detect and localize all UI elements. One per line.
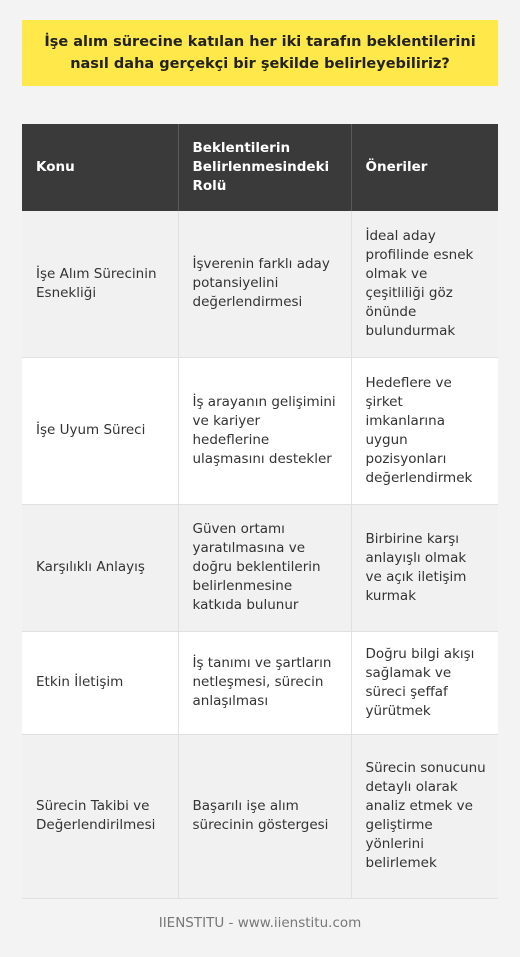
header-suggestions: Öneriler bbox=[351, 124, 498, 211]
table-row bbox=[22, 734, 498, 898]
expectations-table bbox=[22, 124, 498, 899]
cell-topic: İşe Uyum Süreci bbox=[22, 357, 178, 504]
header-role: Beklentilerin Belirlenmesindeki Rolü bbox=[178, 124, 351, 211]
cell-topic: Etkin İletişim bbox=[22, 631, 178, 734]
header-topic: Konu bbox=[22, 124, 178, 211]
footer-credit: IIENSTITU - www.iienstitu.com bbox=[158, 915, 362, 931]
cell-role: İş arayanın gelişimini ve kariyer hedeflerine ulaşmasını destekler bbox=[178, 357, 351, 504]
cell-topic: Sürecin Takibi ve Değerlendirilmesi bbox=[22, 734, 178, 898]
table-row bbox=[22, 211, 498, 357]
cell-suggestion: Hedeflere ve şirket imkanlarına uygun pozisyonları değerlendirmek bbox=[351, 357, 498, 504]
question-title: İşe alım sürecine katılan her iki tarafın beklentilerini nasıl daha gerçekçi bir şekilde belirleyebiliriz? bbox=[44, 34, 476, 72]
table-row bbox=[22, 357, 498, 504]
cell-suggestion: Doğru bilgi akışı sağlamak ve süreci şeffaf yürütmek bbox=[351, 631, 498, 734]
cell-role: Güven ortamı yaratılmasına ve doğru beklentilerin belirlenmesine katkıda bulunur bbox=[178, 504, 351, 631]
table-header-row bbox=[22, 124, 498, 211]
cell-suggestion: İdeal aday profilinde esnek olmak ve çeşitliliği göz önünde bulundurmak bbox=[351, 211, 498, 357]
table-row bbox=[22, 631, 498, 734]
cell-suggestion: Sürecin sonucunu detaylı olarak analiz etmek ve geliştirme yönlerini belirlemek bbox=[351, 734, 498, 898]
cell-suggestion: Birbirine karşı anlayışlı olmak ve açık iletişim kurmak bbox=[351, 504, 498, 631]
cell-topic: Karşılıklı Anlayış bbox=[22, 504, 178, 631]
cell-topic: İşe Alım Sürecinin Esnekliği bbox=[22, 211, 178, 357]
cell-role: İşverenin farklı aday potansiyelini değerlendirmesi bbox=[178, 211, 351, 357]
cell-role: İş tanımı ve şartların netleşmesi, sürecin anlaşılması bbox=[178, 631, 351, 734]
cell-role: Başarılı işe alım sürecinin göstergesi bbox=[178, 734, 351, 898]
table-row bbox=[22, 504, 498, 631]
question-banner bbox=[22, 20, 498, 86]
